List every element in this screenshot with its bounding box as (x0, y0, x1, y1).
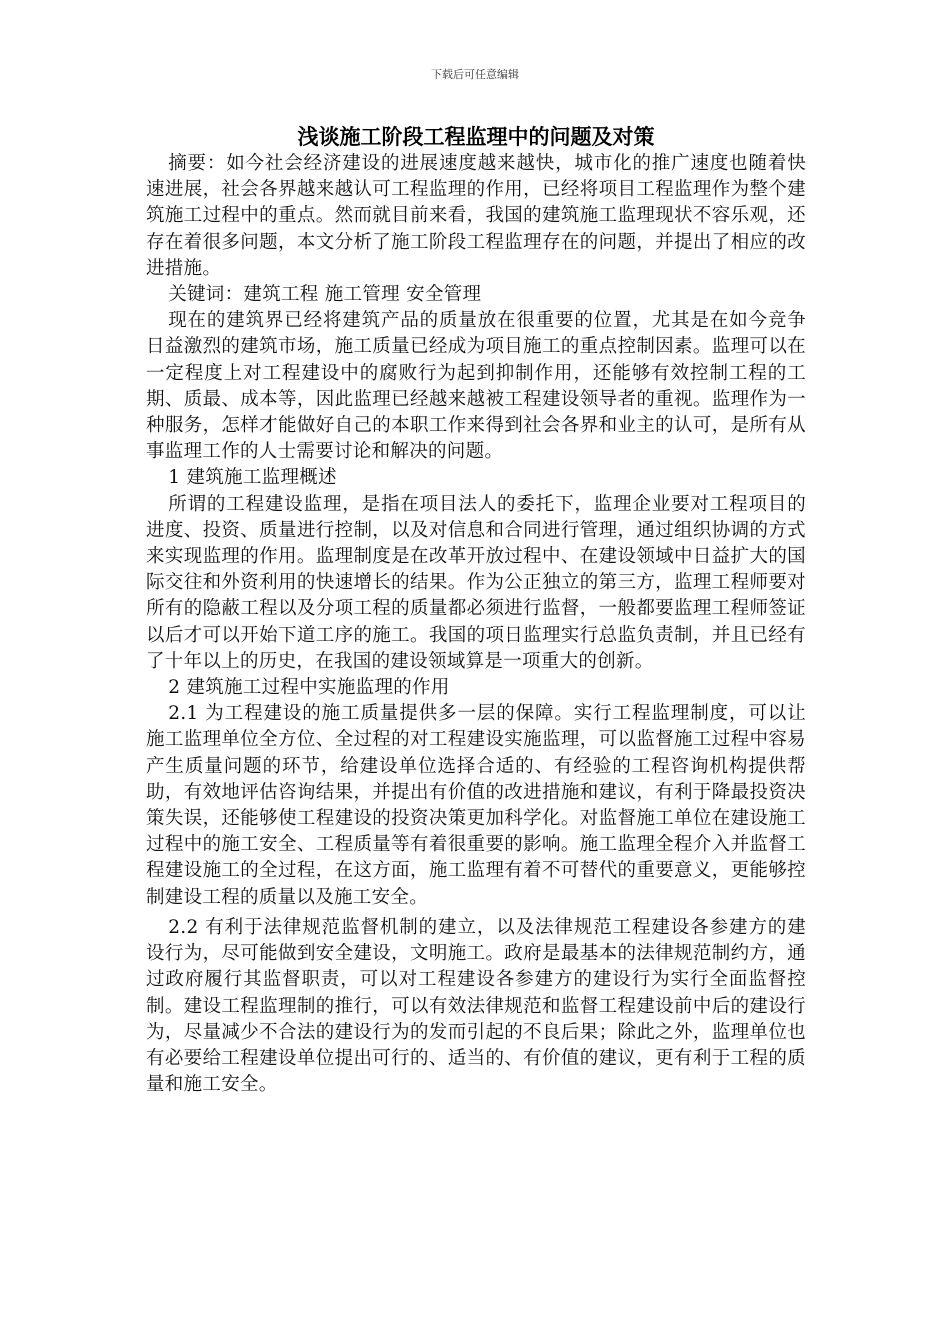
abstract-paragraph: 摘要：如今社会经济建设的进展速度越来越快，城市化的推广速度也随着快速进展，社会各界越来越认可工程监理的作用，已经将项目工程监理作为整个建筑施工过程中的重点。然而就目前来看，我国的建筑施工监理现状不容乐观，还存在着很多问题，本文分析了施工阶段工程监理存在的问题，并提出了相应的改进措施。 (146, 153, 806, 279)
section-2-1-paragraph: 2.1 为工程建设的施工质量提供多一层的保障。实行工程监理制度，可以让施工监理单位全方位、全过程的对工程建设实施监理，可以监督施工过程中容易产生质量问题的环节，给建设单位选择合适的、有经验的工程咨询机构提供帮助，有效地评估咨询结果，并提出有价值的改进措施和建议，有利于降最投资决策失误，还能够使工程建设的投资决策更加科学化。对监督施工单位在建设施工过程中的施工安全、工程质量等有着很重要的影响。施工监理全程介入并监督工程建设施工的全过程，在这方面，施工监理有着不可替代的重要意义，更能够控制建设工程的质量以及施工安全。 (146, 703, 806, 908)
page-header-note: 下载后可任意编辑 (431, 68, 519, 81)
intro-paragraph: 现在的建筑界已经将建筑产品的质量放在很重要的位置，尤其是在如今竞争日益激烈的建筑市场，施工质量已经成为项目施工的重点控制因素。监理可以在一定程度上对工程建设中的腐败行为起到抑制作用，还能够有效控制工程的工期、质最、成本等，因此监理已经越来越被工程建设领导者的重视。监理作为一种服务，怎样才能做好自己的本职工作来得到社会各界和业主的认可，是所有从事监理工作的人士需要讨论和解决的问题。 (146, 310, 806, 463)
keywords-line: 关键词：建筑工程 施工管理 安全管理 (168, 284, 482, 306)
section-1-heading: 1 建筑施工监理概述 (168, 467, 337, 489)
section-2-2-paragraph: 2.2 有利于法律规范监督机制的建立，以及法律规范工程建设各参建方的建设行为，尽可能做到安全建设，文明施工。政府是最基本的法律规范制约方，通过政府履行其监督职责，可以对工程建设各参建方的建设行为实行全面监督控制。建设工程监理制的推行，可以有效法律规范和监督工程建设前中后的建设行为，尽量减少不合法的建设行为的发而引起的不良后果；除此之外，监理单位也有必要给工程建设单位提出可行的、适当的、有价值的建议，更有利于工程的质量和施工安全。 (146, 916, 806, 1096)
document-title: 浅谈施工阶段工程监理中的问题及对策 (297, 125, 655, 149)
document-body (146, 123, 806, 1098)
section-1-paragraph: 所谓的工程建设监理，是指在项目法人的委托下，监理企业要对工程项目的进度、投资、质量进行控制，以及对信息和合同进行管理，通过组织协调的方式来实现监理的作用。监理制度是在改革开放过程中、在建设领域中日益扩大的国际交往和外资利用的快速增长的结果。作为公正独立的第三方，监理工程师要对所有的隐蔽工程以及分项工程的质量都必须进行监督，一般都要监理工程师签证以后才可以开始下道工序的施工。我国的项日监理实行总监负责制，并且已经有了十年以上的历史，在我国的建设领域算是一项重大的创新。 (146, 493, 806, 672)
section-2-heading: 2 建筑施工过程中实施监理的作用 (168, 677, 450, 699)
